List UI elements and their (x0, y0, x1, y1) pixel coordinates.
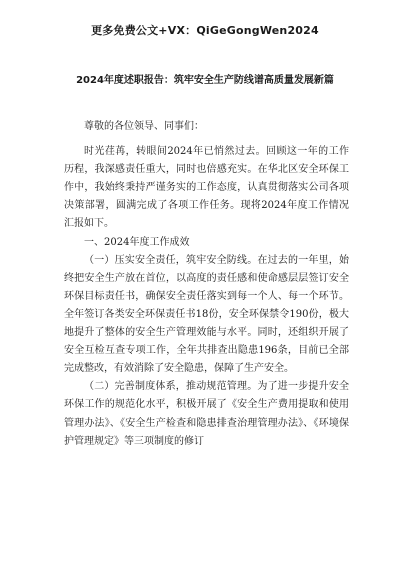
document-body (64, 118, 349, 451)
section-heading: 一、2024年度工作成效 (84, 236, 190, 248)
paragraph-intro: 时光荏苒，转眼间2024年已悄然过去。回顾这一年的工作历程，我深感责任重大，同时也倍感充实。在华北区安全环保工作中，我始终秉持严谨务实的工作态度，认真贯彻落实公司各项决策部署，圆满完成了各项工作任务。现将2024年度工作情况汇报如下。 (64, 146, 349, 230)
paragraph-safety-responsibility: （一）压实安全责任，筑牢安全防线。在过去的一年里，始终把安全生产放在首位，以高度的责任感和使命感层层签订安全环保目标责任书，确保安全责任落实到每一个人、每一个环节。全年签订各类安全环保责任书18份，安全环保禁令190份，极大地提升了整体的安全生产管理效能与水平。同时，还组织开展了安全互检互查专项工作，全年共排查出隐患196条，目前已全部完成整改，有效消除了安全隐患，保障了生产安全。 (64, 254, 349, 375)
header-watermark: 更多免费公文+VX：QiGeGongWen2024 (91, 24, 319, 37)
salutation: 尊敬的各位领导、同事们： (84, 121, 204, 132)
document-title: 2024年度述职报告：筑牢安全生产防线谱高质量发展新篇 (76, 75, 334, 86)
paragraph-system-improvement: （二）完善制度体系，推动规范管理。为了进一步提升安全环保工作的规范化水平，积极开展了《安全生产费用提取和使用管理办法》、《安全生产检查和隐患排查治理管理办法》、《环境保护管理规定》等三项制度的修订 (64, 381, 349, 447)
